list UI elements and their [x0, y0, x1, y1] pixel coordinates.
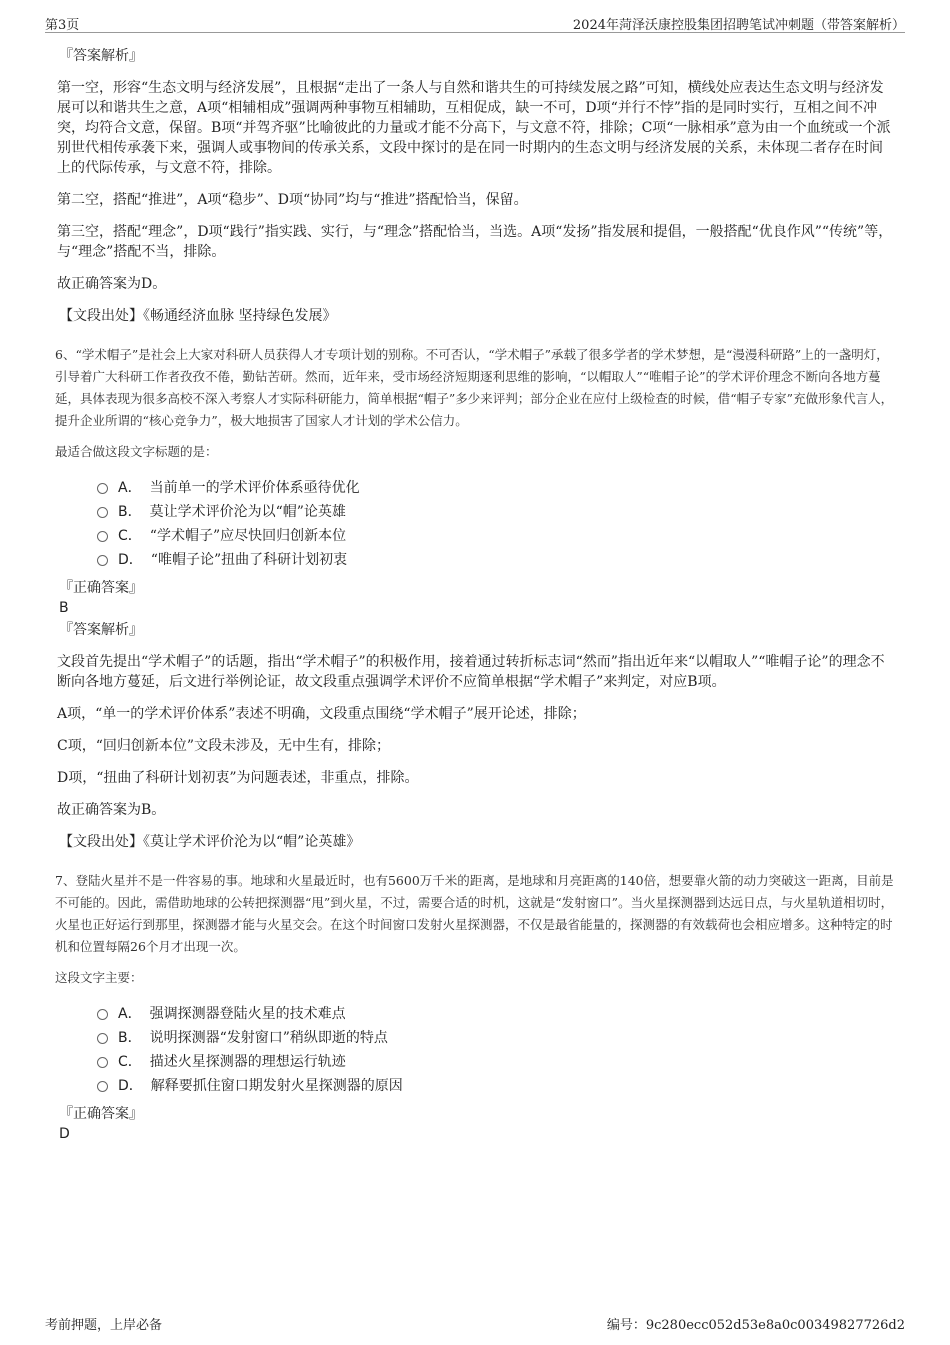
option-letter: A．: [118, 1006, 142, 1022]
correct-answer: D: [59, 1126, 70, 1142]
option-a[interactable]: [97, 476, 895, 500]
answer-label: 『正确答案』: [59, 580, 143, 596]
option-text: “唯帽子论”扭曲了科研计划初衷: [150, 552, 348, 568]
analysis-conclusion: 故正确答案为B。: [57, 802, 166, 818]
analysis-label: 『答案解析』: [59, 622, 143, 638]
option-c[interactable]: [97, 524, 895, 548]
option-letter: D．: [118, 552, 143, 568]
option-letter: C．: [118, 1054, 142, 1070]
option-b[interactable]: [97, 500, 895, 524]
option-letter: B．: [118, 504, 142, 520]
analysis-label: 『答案解析』: [59, 48, 143, 64]
option-text: 描述火星探测器的理想运行轨迹: [149, 1054, 346, 1070]
option-list: [97, 476, 895, 572]
option-text: 解释要抓住窗口期发射火星探测器的原因: [150, 1078, 403, 1094]
correct-answer: B: [59, 600, 69, 616]
footer-slogan: 考前押题，上岸必备: [45, 1318, 163, 1333]
question-prompt: 最适合做这段文字标题的是：: [55, 444, 218, 459]
analysis-paragraph: 第二空，搭配“推进”，A项“稳步”、D项“协同”均与“推进”搭配恰当，保留。: [57, 192, 528, 208]
analysis-paragraph: D项，“扭曲了科研计划初衷”为问题表述，非重点，排除。: [57, 770, 419, 786]
analysis-paragraph: 第一空，形容“生态文明与经济发展”，且根据“走出了一条人与自然和谐共生的可持续发展之路”可知，横线处应表达生态文明与经济发展可以和谐共生之意，A项“相辅相成”强调两种事物互相辅助，互相促成，缺一不可，D项“并行不悖”指的是同时实行，互相之间不冲突，均符合文意，保留。B项“并驾齐驱”比喻彼此的力量或才能不分高下，与文意不符，排除；C项“一脉相承”意为由一个血统或一个派别世代相传承袭下来，强调人或事物间的传承关系，文段中探讨的是在同一时期内的生态文明与经济发展的关系，未体现二者存在时间上的代际传承，与文意不符，排除。: [57, 80, 891, 176]
page-header: [45, 10, 905, 33]
question-stem: 7、登陆火星并不是一件容易的事。地球和火星最近时，也有5600万千米的距离，是地球和月亮距离的140倍，想要靠火箭的动力突破这一距离，目前是不可能的。因此，需借助地球的公转把探测器“甩”到火星，不过，需要合适的时机，这就是“发射窗口”。当火星探测器到达远日点，与火星轨道相切时，火星也正好运行到那里，探测器才能与火星交会。在这个时间窗口发射火星探测器，不仅是最省能量的，探测器的有效载荷也会相应增多。这种特定的时机和位置每隔26个月才出现一次。: [55, 873, 894, 954]
analysis-paragraph: C项，“回归创新本位”文段未涉及，无中生有，排除；: [57, 738, 391, 754]
option-text: “学术帽子”应尽快回归创新本位: [149, 528, 347, 544]
option-text: 当前单一的学术评价体系亟待优化: [149, 480, 360, 496]
option-letter: D．: [118, 1078, 143, 1094]
option-b[interactable]: [97, 1026, 895, 1050]
analysis-paragraph: A项，“单一的学术评价体系”表述不明确，文段重点围绕“学术帽子”展开论述，排除；: [57, 706, 586, 722]
option-d[interactable]: [97, 1074, 895, 1098]
page-number: 第3页: [45, 18, 80, 33]
option-c[interactable]: [97, 1050, 895, 1074]
page-content: [57, 44, 895, 1146]
option-text: 莫让学术评价沦为以“帽”论英雄: [149, 504, 346, 520]
option-d[interactable]: [97, 548, 895, 572]
radio-icon[interactable]: [97, 1009, 108, 1020]
analysis-paragraph: 第三空，搭配“理念”，D项“践行”指实践、实行，与“理念”搭配恰当，当选。A项“发扬”指发展和提倡，一般搭配“优良作风”“传统”等，与“理念”搭配不当，排除。: [57, 224, 893, 260]
option-letter: A．: [118, 480, 142, 496]
passage-source: 【文段出处】《莫让学术评价沦为以“帽”论英雄》: [59, 834, 361, 850]
radio-icon[interactable]: [97, 1081, 108, 1092]
radio-icon[interactable]: [97, 1033, 108, 1044]
option-letter: C．: [118, 528, 142, 544]
question-stem: 6、“学术帽子”是社会上大家对科研人员获得人才专项计划的别称。不可否认，“学术帽子”承载了很多学者的学术梦想，是“漫漫科研路”上的一盏明灯，引导着广大科研工作者孜孜不倦，勤钻苦研。然而，近年来，受市场经济短期逐利思维的影响，“以帽取人”“唯帽子论”的学术评价理念不断向各地方蔓延，具体表现为很多高校不深入考察人才实际科研能力，简单根据“帽子”多少来评判；部分企业在应付上级检查的时候，借“帽子专家”充做形象代言人，提升企业所谓的“核心竞争力”，极大地损害了国家人才计划的学术公信力。: [55, 347, 894, 428]
option-letter: B．: [118, 1030, 142, 1046]
radio-icon[interactable]: [97, 507, 108, 518]
radio-icon[interactable]: [97, 555, 108, 566]
question-prompt: 这段文字主要：: [55, 970, 143, 985]
answer-label: 『正确答案』: [59, 1106, 143, 1122]
option-text: 说明探测器“发射窗口”稍纵即逝的特点: [149, 1030, 388, 1046]
document-title: 2024年菏泽沃康控股集团招聘笔试冲刺题（带答案解析）: [572, 18, 905, 33]
radio-icon[interactable]: [97, 531, 108, 542]
radio-icon[interactable]: [97, 1057, 108, 1068]
passage-source: 【文段出处】《畅通经济血脉 坚持绿色发展》: [59, 308, 337, 324]
option-a[interactable]: [97, 1002, 895, 1026]
analysis-conclusion: 故正确答案为D。: [57, 276, 167, 292]
option-list: [97, 1002, 895, 1098]
analysis-paragraph: 文段首先提出“学术帽子”的话题，指出“学术帽子”的积极作用，接着通过转折标志词“然而”指出近年来“以帽取人”“唯帽子论”的理念不断向各地方蔓延，后文进行举例论证，故文段重点强调学术评价不应简单根据“学术帽子”来判定，对应B项。: [57, 654, 885, 690]
document-code: 编号：9c280ecc052d53e8a0c00349827726d2: [606, 1318, 905, 1333]
option-text: 强调探测器登陆火星的技术难点: [149, 1006, 346, 1022]
radio-icon[interactable]: [97, 483, 108, 494]
